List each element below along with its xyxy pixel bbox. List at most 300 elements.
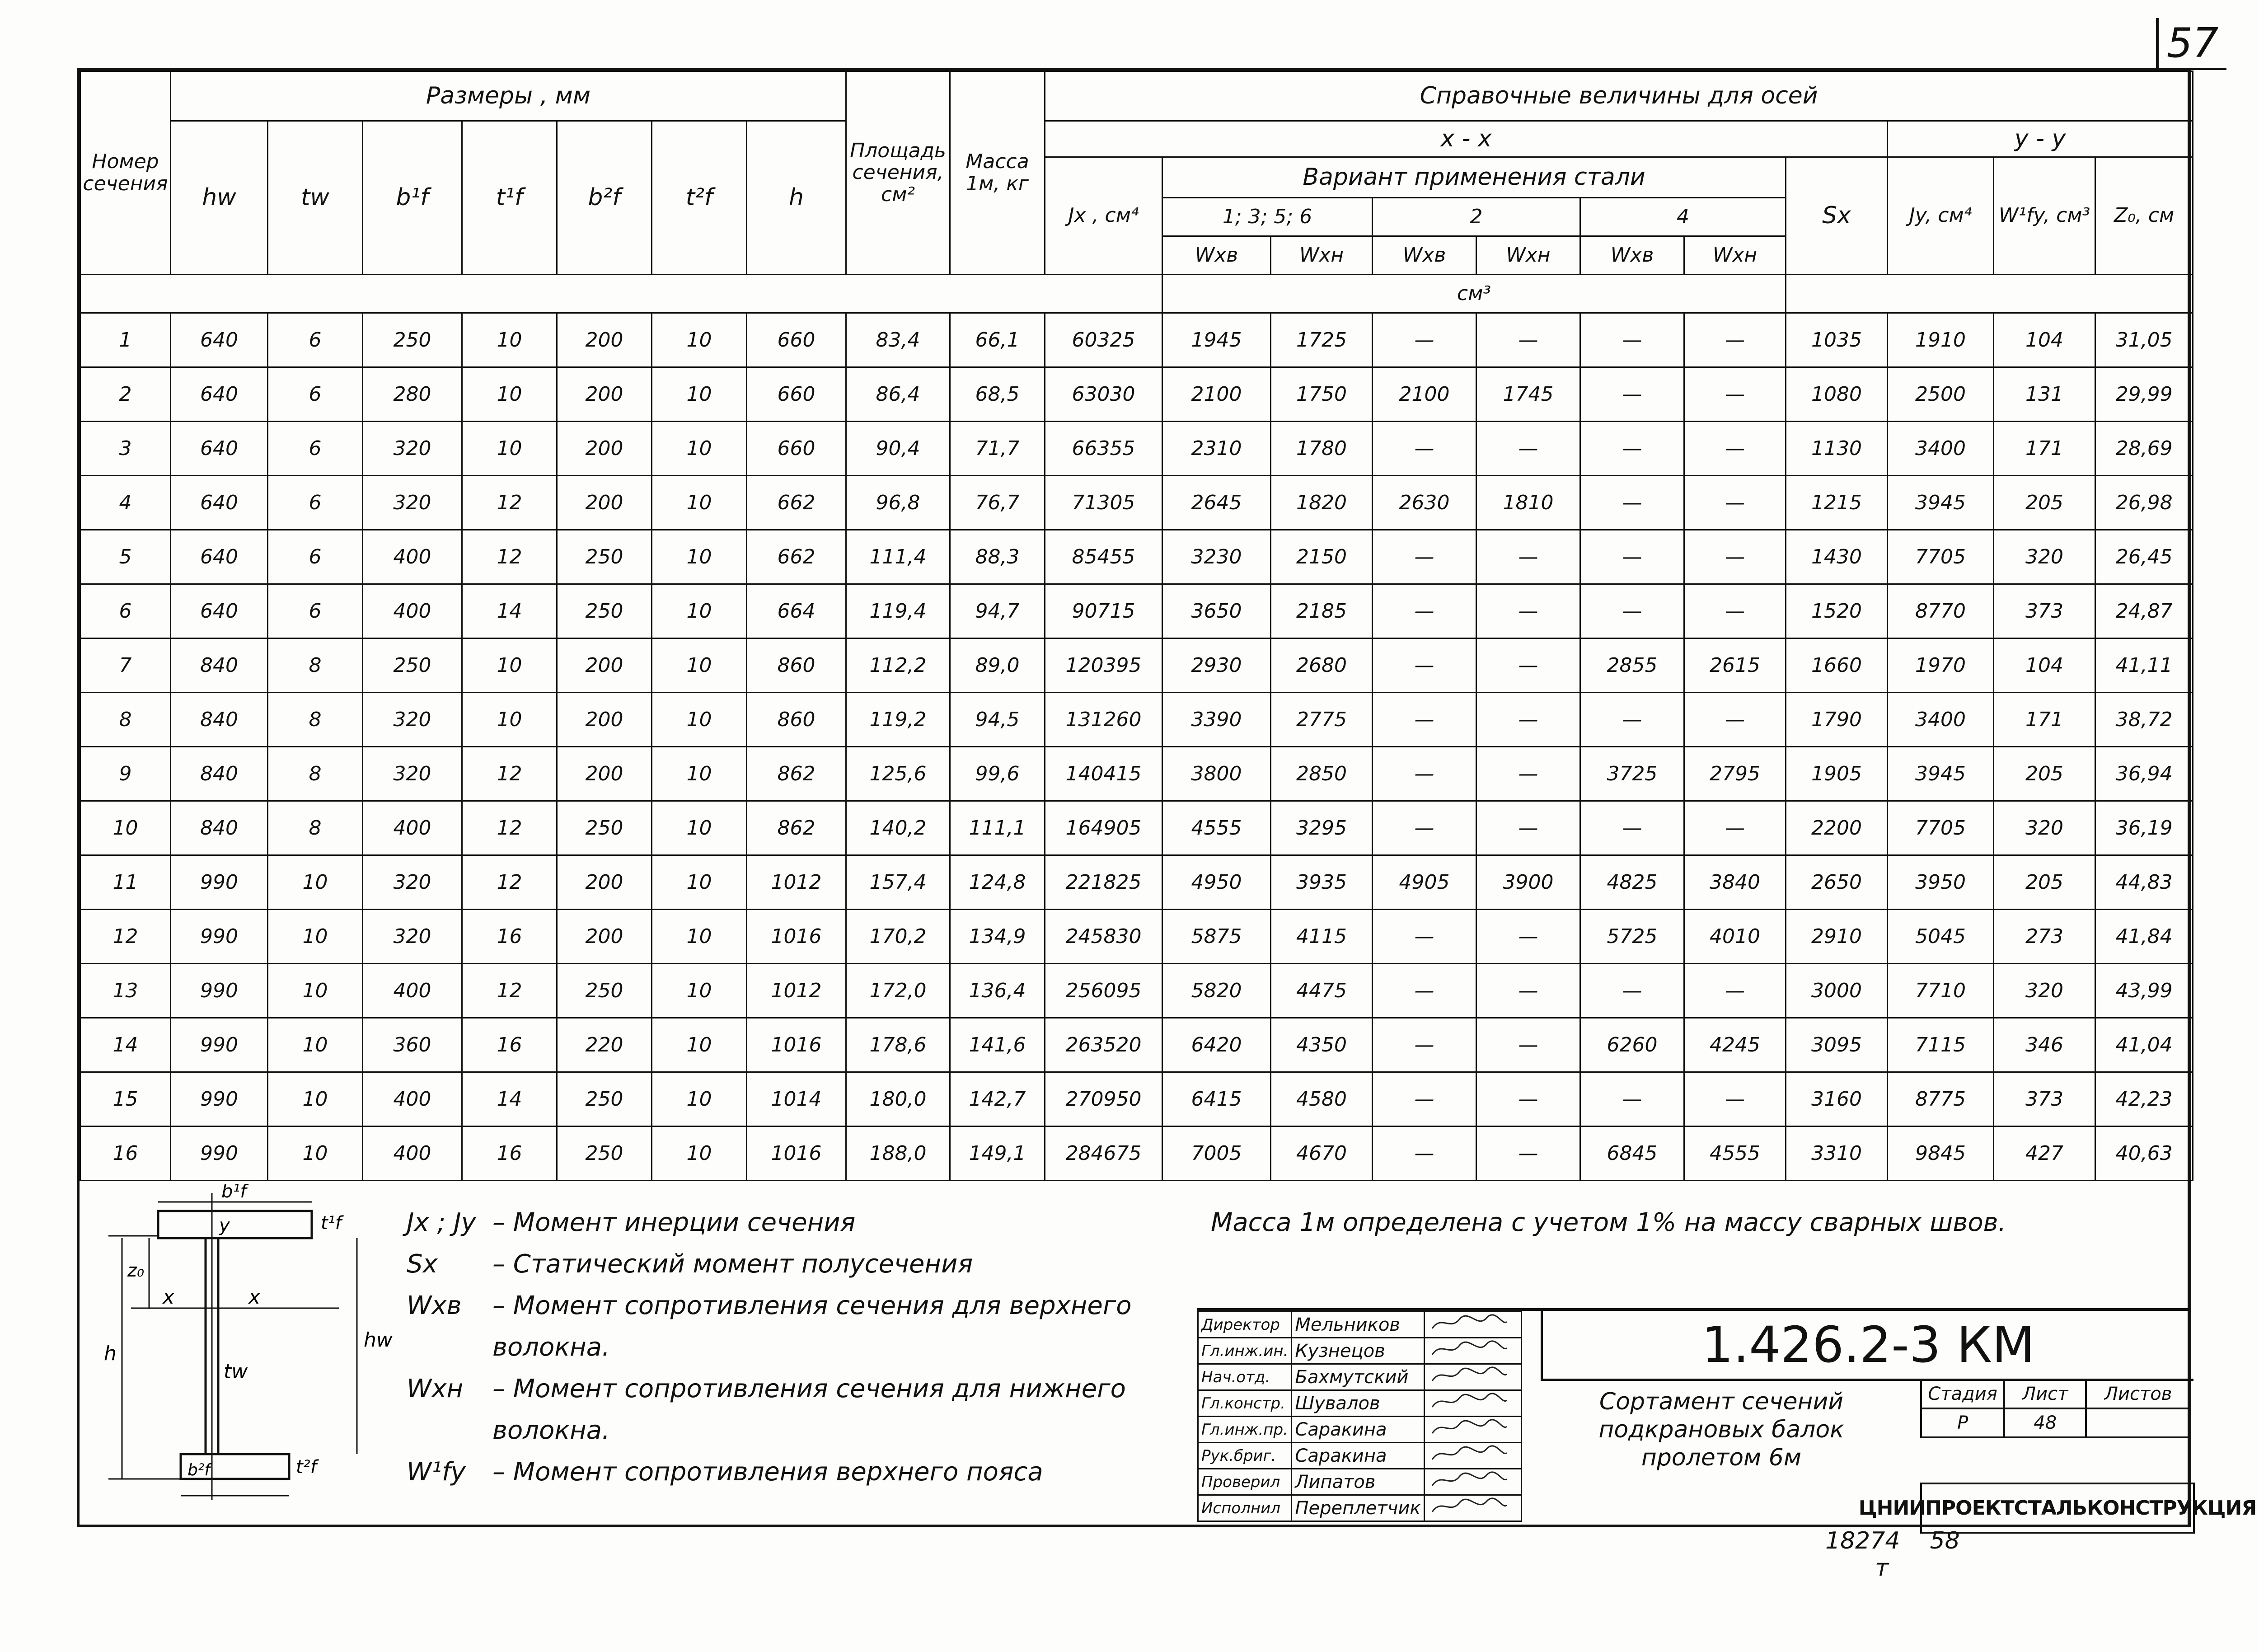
table-cell: 250: [557, 530, 652, 584]
table-cell: 63030: [1045, 367, 1162, 422]
table-cell: 112,2: [846, 638, 950, 693]
table-cell: 3840: [1684, 855, 1786, 910]
legend-symbol: Wxн: [407, 1374, 464, 1403]
table-row: [80, 964, 2193, 1018]
table-cell: 90,4: [846, 422, 950, 476]
table-cell: 11: [80, 855, 171, 910]
table-cell: —: [1373, 530, 1476, 584]
table-cell: 990: [171, 964, 268, 1018]
table-cell: 36,94: [2095, 747, 2193, 801]
table-cell: 400: [363, 584, 462, 638]
table-cell: 10: [268, 964, 363, 1018]
legend-item: [407, 1202, 1175, 1244]
organization-name: ЦНИИПРОЕКТСТАЛЬКОНСТРУКЦИЯ: [1920, 1483, 2195, 1534]
table-cell: 172,0: [846, 964, 950, 1018]
table-cell: 3945: [1888, 476, 1994, 530]
table-cell: 1012: [747, 964, 846, 1018]
table-cell: 320: [1994, 964, 2095, 1018]
header-variant-2: 2: [1373, 198, 1580, 236]
table-cell: —: [1476, 1072, 1580, 1126]
table-row: [80, 584, 2193, 638]
table-cell: 840: [171, 638, 268, 693]
table-cell: 6: [268, 422, 363, 476]
header-h: h: [747, 121, 846, 275]
table-cell: 1430: [1786, 530, 1888, 584]
table-cell: 640: [171, 476, 268, 530]
table-cell: 94,7: [950, 584, 1045, 638]
table-cell: 10: [652, 367, 747, 422]
header-wxb-1: Wxв: [1162, 236, 1271, 275]
signature-table: [1197, 1311, 1522, 1522]
table-cell: 5: [80, 530, 171, 584]
signature-row: [1198, 1390, 1522, 1417]
table-cell: 10: [268, 1072, 363, 1126]
table-cell: 15: [80, 1072, 171, 1126]
table-cell: 3650: [1162, 584, 1271, 638]
table-cell: 180,0: [846, 1072, 950, 1126]
table-cell: —: [1476, 313, 1580, 367]
beam-section-diagram: [104, 1184, 393, 1509]
sheets-label: Листов: [2086, 1380, 2190, 1408]
table-cell: 104: [1994, 313, 2095, 367]
table-cell: 1016: [747, 1126, 846, 1181]
table-cell: —: [1580, 1072, 1684, 1126]
legend-symbol: Jx ; Jy: [407, 1208, 476, 1237]
table-cell: 26,98: [2095, 476, 2193, 530]
signature-role: Гл.инж.ин.: [1198, 1338, 1292, 1364]
legend-item: [407, 1244, 1175, 1285]
table-cell: 3295: [1271, 801, 1373, 855]
table-cell: 1014: [747, 1072, 846, 1126]
table-cell: 12: [462, 476, 557, 530]
table-cell: 373: [1994, 584, 2095, 638]
signature-row: [1198, 1417, 1522, 1443]
table-cell: 990: [171, 910, 268, 964]
table-cell: —: [1373, 1018, 1476, 1072]
table-cell: 71305: [1045, 476, 1162, 530]
header-tf1: t¹f: [462, 121, 557, 275]
table-cell: 9: [80, 747, 171, 801]
table-cell: 284675: [1045, 1126, 1162, 1181]
table-cell: 14: [462, 1072, 557, 1126]
table-cell: 2680: [1271, 638, 1373, 693]
table-cell: 1945: [1162, 313, 1271, 367]
table-cell: 373: [1994, 1072, 2095, 1126]
signature-mark: [1424, 1338, 1521, 1364]
table-cell: 1745: [1476, 367, 1580, 422]
signature-role: Директор: [1198, 1312, 1292, 1338]
table-cell: —: [1476, 584, 1580, 638]
table-cell: 124,8: [950, 855, 1045, 910]
signature-name: Кузнецов: [1292, 1338, 1424, 1364]
signature-name: Переплетчик: [1292, 1495, 1424, 1521]
table-cell: 3095: [1786, 1018, 1888, 1072]
sections-table: [80, 70, 2193, 1181]
table-cell: 200: [557, 476, 652, 530]
signature-row: [1198, 1495, 1522, 1521]
table-cell: 10: [462, 422, 557, 476]
table-cell: 12: [462, 801, 557, 855]
table-cell: —: [1580, 693, 1684, 747]
sheet-value: 48: [2004, 1408, 2086, 1437]
table-cell: 250: [557, 1072, 652, 1126]
table-cell: —: [1684, 693, 1786, 747]
signature-role: Исполнил: [1198, 1495, 1292, 1521]
table-cell: 250: [557, 584, 652, 638]
table-cell: 320: [363, 422, 462, 476]
table-cell: 205: [1994, 747, 2095, 801]
table-cell: 90715: [1045, 584, 1162, 638]
table-cell: 1790: [1786, 693, 1888, 747]
table-cell: 10: [80, 801, 171, 855]
header-z0: Z₀, см: [2095, 157, 2193, 275]
table-cell: 200: [557, 693, 652, 747]
table-cell: 164905: [1045, 801, 1162, 855]
table-cell: 10: [652, 1072, 747, 1126]
table-cell: 6260: [1580, 1018, 1684, 1072]
legend-item: [407, 1451, 1175, 1493]
table-cell: 1970: [1888, 638, 1994, 693]
table-cell: 1660: [1786, 638, 1888, 693]
table-cell: 346: [1994, 1018, 2095, 1072]
table-cell: 131: [1994, 367, 2095, 422]
table-cell: 400: [363, 1072, 462, 1126]
table-cell: 140,2: [846, 801, 950, 855]
table-cell: 2185: [1271, 584, 1373, 638]
table-cell: —: [1373, 313, 1476, 367]
table-cell: 2500: [1888, 367, 1994, 422]
table-row: [80, 693, 2193, 747]
header-bf2: b²f: [557, 121, 652, 275]
table-cell: 1520: [1786, 584, 1888, 638]
table-cell: 1080: [1786, 367, 1888, 422]
table-cell: 5820: [1162, 964, 1271, 1018]
legend-text: – Момент сопротивления сечения для нижнего волокна.: [492, 1374, 1126, 1445]
legend-symbol: Wxв: [407, 1291, 462, 1320]
table-cell: 170,2: [846, 910, 950, 964]
table-cell: 2630: [1373, 476, 1476, 530]
table-cell: 1725: [1271, 313, 1373, 367]
signature-mark: [1424, 1443, 1521, 1469]
table-cell: 16: [462, 1126, 557, 1181]
table-cell: 5875: [1162, 910, 1271, 964]
table-cell: 3400: [1888, 693, 1994, 747]
signature-name: Липатов: [1292, 1469, 1424, 1495]
header-steel-variant: Вариант применения стали: [1162, 157, 1786, 198]
signature-name: Бахмутский: [1292, 1364, 1424, 1390]
table-cell: 400: [363, 1126, 462, 1181]
table-cell: 10: [652, 747, 747, 801]
table-cell: 862: [747, 747, 846, 801]
signature-name: Саракина: [1292, 1417, 1424, 1443]
table-cell: 16: [80, 1126, 171, 1181]
table-cell: 400: [363, 964, 462, 1018]
table-cell: —: [1684, 530, 1786, 584]
table-cell: 10: [652, 1018, 747, 1072]
table-cell: 171: [1994, 422, 2095, 476]
table-cell: 10: [652, 584, 747, 638]
table-cell: 2650: [1786, 855, 1888, 910]
table-cell: 3: [80, 422, 171, 476]
table-cell: 1012: [747, 855, 846, 910]
table-cell: —: [1476, 801, 1580, 855]
table-cell: 4010: [1684, 910, 1786, 964]
table-cell: 640: [171, 367, 268, 422]
table-cell: 14: [80, 1018, 171, 1072]
signature-mark: [1424, 1390, 1521, 1417]
sheet-label: Лист: [2004, 1380, 2086, 1408]
table-cell: 2910: [1786, 910, 1888, 964]
table-cell: 131260: [1045, 693, 1162, 747]
legend-item: [407, 1368, 1175, 1451]
table-cell: —: [1580, 367, 1684, 422]
beam-label-t1: t¹f: [321, 1213, 342, 1234]
table-cell: 44,83: [2095, 855, 2193, 910]
table-cell: 7705: [1888, 530, 1994, 584]
table-cell: 178,6: [846, 1018, 950, 1072]
table-cell: 13: [80, 964, 171, 1018]
table-cell: 10: [652, 422, 747, 476]
table-cell: —: [1373, 964, 1476, 1018]
table-cell: 10: [268, 910, 363, 964]
table-cell: 1780: [1271, 422, 1373, 476]
table-cell: 42,23: [2095, 1072, 2193, 1126]
table-cell: 221825: [1045, 855, 1162, 910]
table-row: [80, 367, 2193, 422]
table-cell: 250: [363, 313, 462, 367]
table-cell: 200: [557, 367, 652, 422]
table-cell: 29,99: [2095, 367, 2193, 422]
table-cell: 200: [557, 422, 652, 476]
table-row: [80, 638, 2193, 693]
table-cell: 660: [747, 422, 846, 476]
table-cell: 41,04: [2095, 1018, 2193, 1072]
header-jy: Jy, см⁴: [1888, 157, 1994, 275]
table-cell: 188,0: [846, 1126, 950, 1181]
table-cell: 7705: [1888, 801, 1994, 855]
table-cell: 10: [652, 530, 747, 584]
table-cell: 990: [171, 855, 268, 910]
beam-label-b2: b²f: [187, 1461, 210, 1479]
header-bf1: b¹f: [363, 121, 462, 275]
table-cell: 10: [268, 1018, 363, 1072]
table-cell: 7: [80, 638, 171, 693]
table-cell: 320: [363, 747, 462, 801]
header-wfy: W¹fy, см³: [1994, 157, 2095, 275]
table-cell: 10: [462, 313, 557, 367]
table-cell: 4115: [1271, 910, 1373, 964]
sheets-value: [2086, 1408, 2190, 1437]
table-cell: 2645: [1162, 476, 1271, 530]
table-cell: 2100: [1373, 367, 1476, 422]
table-cell: 9845: [1888, 1126, 1994, 1181]
table-cell: 6: [268, 367, 363, 422]
table-cell: 60325: [1045, 313, 1162, 367]
table-cell: 16: [462, 910, 557, 964]
signature-row: [1198, 1364, 1522, 1390]
table-cell: 400: [363, 801, 462, 855]
table-cell: —: [1684, 584, 1786, 638]
table-cell: —: [1373, 801, 1476, 855]
table-cell: 96,8: [846, 476, 950, 530]
table-cell: 10: [652, 801, 747, 855]
table-cell: 4: [80, 476, 171, 530]
signature-mark: [1424, 1495, 1521, 1521]
table-cell: 40,63: [2095, 1126, 2193, 1181]
document-title: Сортамент сечений подкрановых балок пролетом 6м: [1598, 1388, 1844, 1471]
table-cell: 1910: [1888, 313, 1994, 367]
table-cell: 10: [462, 693, 557, 747]
table-cell: 6: [268, 530, 363, 584]
table-cell: 10: [652, 313, 747, 367]
table-cell: 5045: [1888, 910, 1994, 964]
table-cell: 10: [268, 855, 363, 910]
table-cell: 10: [652, 855, 747, 910]
table-cell: 640: [171, 313, 268, 367]
table-cell: 3725: [1580, 747, 1684, 801]
table-cell: —: [1476, 1018, 1580, 1072]
table-cell: 12: [462, 747, 557, 801]
footer-number: 18274 58: [1825, 1527, 1960, 1554]
table-cell: 270950: [1045, 1072, 1162, 1126]
table-cell: 85455: [1045, 530, 1162, 584]
table-cell: —: [1580, 422, 1684, 476]
table-cell: 119,4: [846, 584, 950, 638]
beam-label-tw: tw: [224, 1360, 248, 1383]
table-cell: 7005: [1162, 1126, 1271, 1181]
beam-label-x-left: x: [163, 1286, 175, 1309]
table-cell: —: [1373, 584, 1476, 638]
table-row: [80, 1018, 2193, 1072]
beam-label-y: y: [219, 1215, 230, 1236]
table-cell: 24,87: [2095, 584, 2193, 638]
header-wxb-4: Wxв: [1580, 236, 1684, 275]
table-row: [80, 422, 2193, 476]
table-cell: 7710: [1888, 964, 1994, 1018]
table-cell: 12: [462, 855, 557, 910]
table-cell: 12: [462, 530, 557, 584]
header-variant-1356: 1; 3; 5; 6: [1162, 198, 1373, 236]
table-cell: 10: [652, 964, 747, 1018]
legend-text: – Момент сопротивления сечения для верхнего волокна.: [492, 1291, 1132, 1362]
table-cell: 1130: [1786, 422, 1888, 476]
signature-mark: [1424, 1312, 1521, 1338]
table-cell: —: [1373, 1126, 1476, 1181]
header-wxn-1: Wxн: [1271, 236, 1373, 275]
table-cell: 76,7: [950, 476, 1045, 530]
table-cell: 10: [652, 910, 747, 964]
signature-role: Нач.отд.: [1198, 1364, 1292, 1390]
table-cell: —: [1684, 476, 1786, 530]
table-cell: 1035: [1786, 313, 1888, 367]
table-cell: 250: [557, 801, 652, 855]
table-cell: 4670: [1271, 1126, 1373, 1181]
table-cell: 86,4: [846, 367, 950, 422]
table-cell: 360: [363, 1018, 462, 1072]
table-cell: 1016: [747, 1018, 846, 1072]
table-row: [80, 855, 2193, 910]
table-cell: 4555: [1684, 1126, 1786, 1181]
table-cell: 104: [1994, 638, 2095, 693]
table-cell: 2930: [1162, 638, 1271, 693]
beam-label-z0: z₀: [127, 1260, 145, 1281]
table-cell: —: [1476, 910, 1580, 964]
table-cell: 10: [268, 1126, 363, 1181]
table-cell: —: [1373, 747, 1476, 801]
table-cell: 205: [1994, 476, 2095, 530]
document-code: 1.426.2-3 КМ: [1541, 1311, 2193, 1381]
table-cell: 400: [363, 530, 462, 584]
table-cell: —: [1373, 693, 1476, 747]
table-cell: 3310: [1786, 1126, 1888, 1181]
table-cell: 3900: [1476, 855, 1580, 910]
signature-row: [1198, 1312, 1522, 1338]
table-cell: 4950: [1162, 855, 1271, 910]
table-cell: 200: [557, 747, 652, 801]
table-cell: 4475: [1271, 964, 1373, 1018]
table-cell: 4245: [1684, 1018, 1786, 1072]
table-cell: 4580: [1271, 1072, 1373, 1126]
signature-mark: [1424, 1417, 1521, 1443]
table-cell: 12: [462, 964, 557, 1018]
table-cell: 1: [80, 313, 171, 367]
table-cell: 1750: [1271, 367, 1373, 422]
table-cell: 200: [557, 855, 652, 910]
table-cell: 320: [363, 476, 462, 530]
sheet-number: 57: [2156, 18, 2226, 70]
table-cell: 157,4: [846, 855, 950, 910]
table-cell: 860: [747, 693, 846, 747]
table-cell: 14: [462, 584, 557, 638]
table-cell: 8: [268, 801, 363, 855]
beam-label-b1: b¹f: [221, 1184, 247, 1202]
table-cell: 3390: [1162, 693, 1271, 747]
table-cell: 256095: [1045, 964, 1162, 1018]
table-cell: 1016: [747, 910, 846, 964]
table-cell: 38,72: [2095, 693, 2193, 747]
table-cell: 6415: [1162, 1072, 1271, 1126]
table-cell: 990: [171, 1072, 268, 1126]
table-cell: —: [1580, 313, 1684, 367]
table-cell: 840: [171, 801, 268, 855]
table-cell: 320: [1994, 530, 2095, 584]
table-cell: 200: [557, 910, 652, 964]
table-cell: 125,6: [846, 747, 950, 801]
beam-label-x-right: x: [248, 1286, 261, 1309]
table-cell: —: [1373, 422, 1476, 476]
table-row: [80, 747, 2193, 801]
table-cell: 2: [80, 367, 171, 422]
binding-margin: [0, 68, 79, 1527]
signature-row: [1198, 1469, 1522, 1495]
table-cell: 990: [171, 1126, 268, 1181]
table-cell: 89,0: [950, 638, 1045, 693]
signature-row: [1198, 1338, 1522, 1364]
table-cell: —: [1476, 747, 1580, 801]
header-tf2: t²f: [652, 121, 747, 275]
table-cell: 320: [363, 855, 462, 910]
table-cell: 111,1: [950, 801, 1045, 855]
header-axis-yy: y - y: [1888, 121, 2193, 157]
table-cell: 660: [747, 367, 846, 422]
table-cell: 140415: [1045, 747, 1162, 801]
table-cell: —: [1580, 964, 1684, 1018]
legend-symbol: Sx: [407, 1249, 438, 1279]
table-cell: 83,4: [846, 313, 950, 367]
table-cell: 6845: [1580, 1126, 1684, 1181]
header-tw: tw: [268, 121, 363, 275]
table-cell: 320: [1994, 801, 2095, 855]
